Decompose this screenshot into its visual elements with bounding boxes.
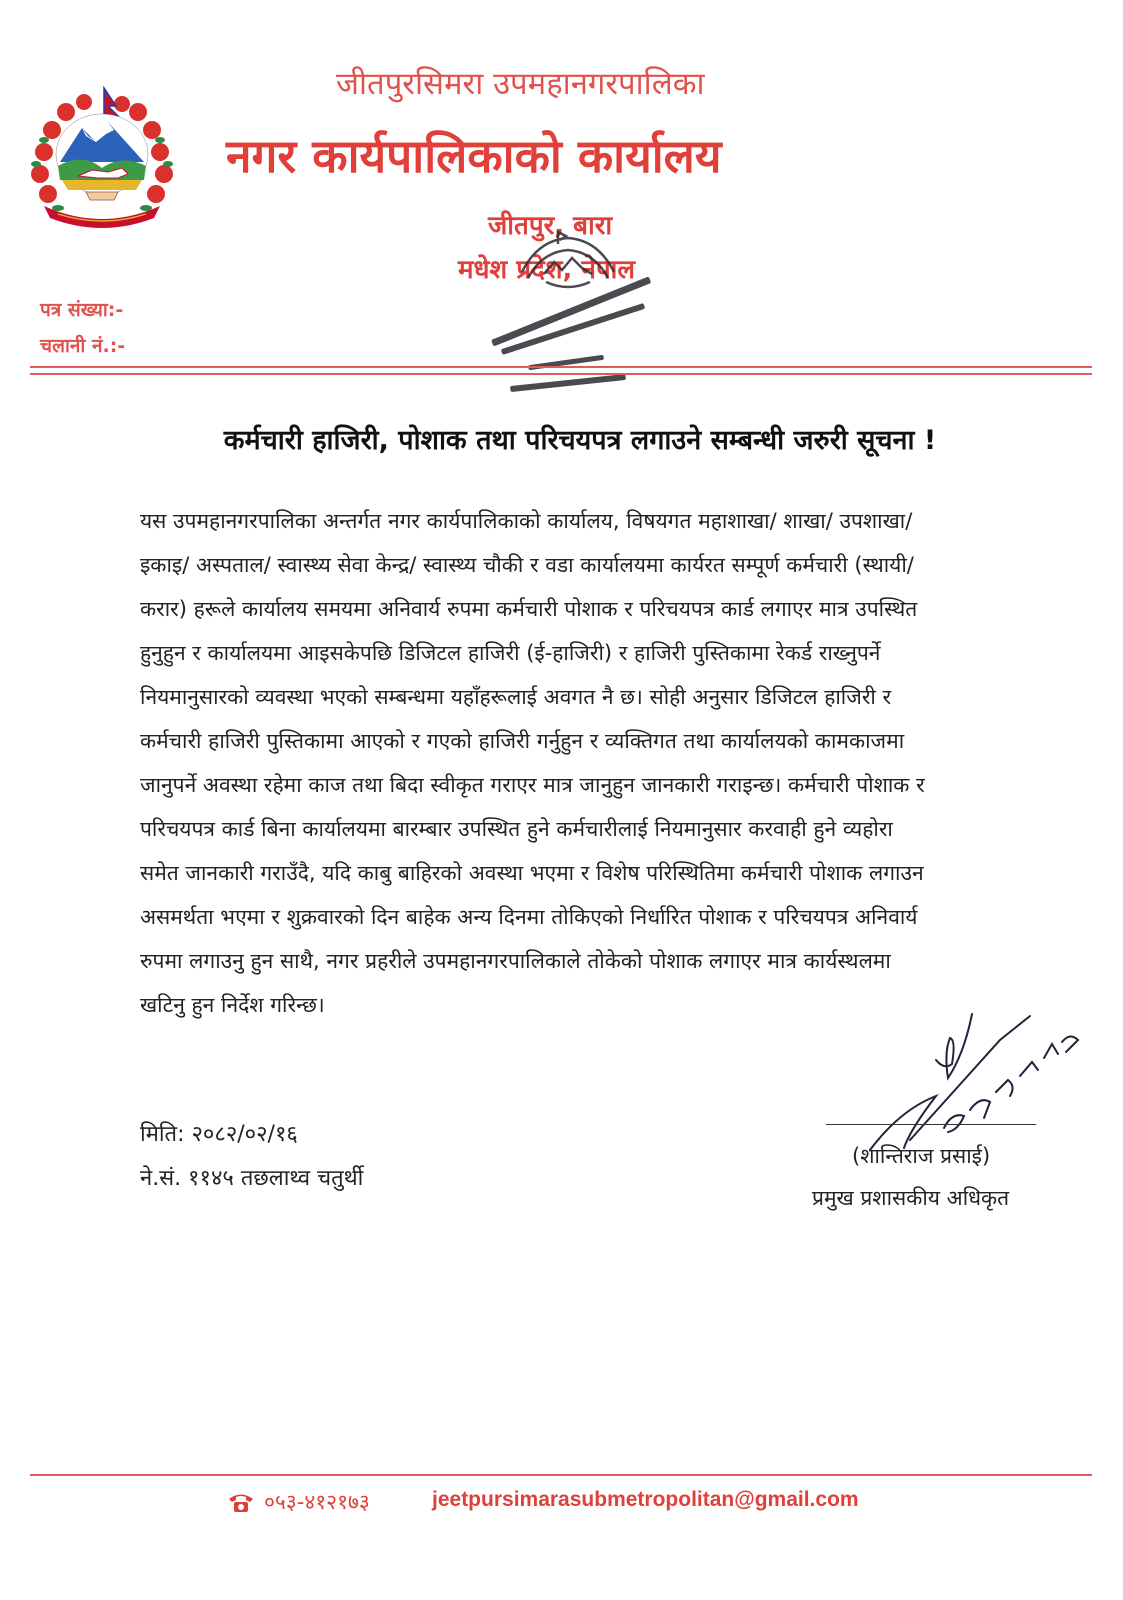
nepal-sambat-date: ने.सं. ११४५ तछलाथ्व चतुर्थी bbox=[140, 1166, 364, 1191]
body-line: खटिनु हुन निर्देश गरिन्छ। bbox=[140, 993, 325, 1017]
office-province: मधेश प्रदेश, नेपाल bbox=[458, 255, 636, 285]
body-line: जानुपर्ने अवस्था रहेमा काज तथा बिदा स्वीकृत गराएर मात्र जानुहुन जानकारी गराइन्छ। कर्मचारी पोशाक र bbox=[140, 773, 925, 797]
office-location: जीतपुर, बारा bbox=[488, 211, 613, 241]
body-line: हुनुहुन र कार्यालयमा आइसकेपछि डिजिटल हाजिरी (ई-हाजिरी) र हाजिरी पुस्तिकामा रेकर्ड राख्नुपर्ने bbox=[140, 641, 881, 665]
body-line: नियमानुसारको व्यवस्था भएको सम्बन्धमा यहाँहरूलाई अवगत नै छ। सोही अनुसार डिजिटल हाजिरी र bbox=[140, 685, 892, 709]
signatory-title: प्रमुख प्रशासकीय अधिकृत bbox=[812, 1186, 1010, 1210]
handwritten-signature bbox=[840, 1000, 1090, 1160]
body-line: कर्मचारी हाजिरी पुस्तिकामा आएको र गएको हाजिरी गर्नुहुन र व्यक्तिगत तथा कार्यालयको कामकाजमा bbox=[140, 729, 905, 753]
header-rule bbox=[30, 373, 1092, 375]
letter-number-label: पत्र संख्या:- bbox=[40, 299, 124, 321]
municipality-name: जीतपुरसिमरा उपमहानगरपालिका bbox=[336, 66, 705, 102]
office-name: नगर कार्यपालिकाको कार्यालय bbox=[226, 129, 722, 183]
footer-contact bbox=[0, 1486, 1123, 1526]
notice-date: मिति: २०८२/०२/१६ bbox=[140, 1122, 298, 1147]
body-line: परिचयपत्र कार्ड बिना कार्यालयमा बारम्बार उपस्थित हुने कर्मचारीलाई नियमानुसार करवाही हुने व्यहोरा bbox=[140, 817, 893, 841]
office-seal-stamp bbox=[468, 222, 668, 402]
body-line: यस उपमहानगरपालिका अन्तर्गत नगर कार्यपालिकाको कार्यालय, विषयगत महाशाखा/ शाखा/ उपशाखा/ bbox=[140, 509, 913, 533]
email-link[interactable]: jeetpursimarasubmetropolitan@gmail.com bbox=[432, 1488, 859, 1511]
dispatch-number-label: चलानी नं.:- bbox=[40, 335, 126, 357]
body-line: असमर्थता भएमा र शुक्रवारको दिन बाहेक अन्य दिनमा तोकिएको निर्धारित पोशाक र परिचयपत्र अनिवार्य bbox=[140, 905, 918, 929]
phone-number: ०५३-४१२१७३ bbox=[264, 1490, 370, 1514]
signatory-name: (शान्तिराज प्रसाई) bbox=[852, 1144, 991, 1168]
body-line: करार) हरूले कार्यालय समयमा अनिवार्य रुपमा कर्मचारी पोशाक र परिचयपत्र कार्ड लगाएर मात्र उपस्थित bbox=[140, 597, 918, 621]
signature-rule bbox=[826, 1124, 1036, 1125]
body-line: समेत जानकारी गराउँदै, यदि काबु बाहिरको अवस्था भएमा र विशेष परिस्थितिमा कर्मचारी पोशाक लगाउन bbox=[140, 861, 924, 885]
body-line: इकाइ/ अस्पताल/ स्वास्थ्य सेवा केन्द्र/ स्वास्थ्य चौकी र वडा कार्यालयमा कार्यरत सम्पूर्ण कर्मचारी (स्थायी/ bbox=[140, 553, 914, 577]
body-line: रुपमा लगाउनु हुन साथै, नगर प्रहरीले उपमहानगरपालिकाले तोकेको पोशाक लगाएर मात्र कार्यस्थलमा bbox=[140, 949, 891, 973]
header-rule bbox=[30, 366, 1092, 368]
notice-subject: कर्मचारी हाजिरी, पोशाक तथा परिचयपत्र लगाउने सम्बन्धी जरुरी सूचना ! bbox=[223, 425, 937, 456]
nepal-emblem-icon bbox=[22, 82, 182, 234]
footer-rule bbox=[30, 1474, 1092, 1476]
telephone-icon bbox=[226, 1490, 256, 1514]
